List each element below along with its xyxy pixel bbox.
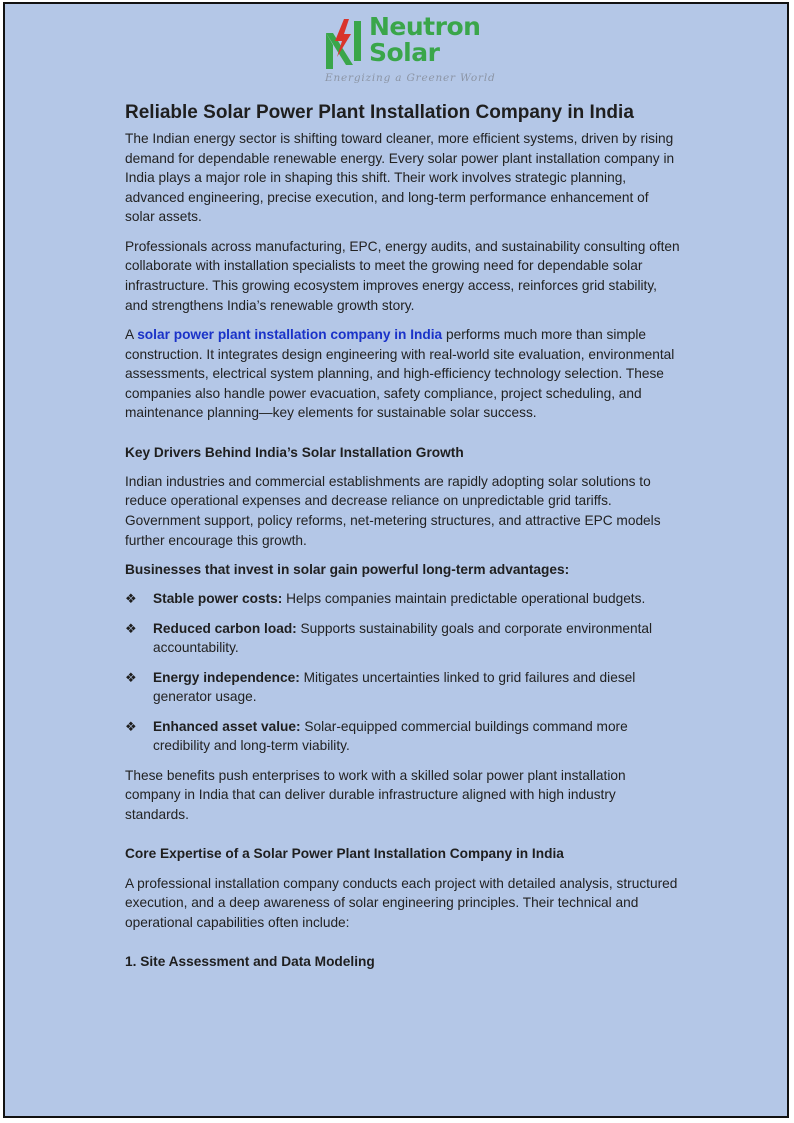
- bullet-text: Supports sustainability goals and corporate environmental accountability.: [153, 620, 653, 656]
- intro-paragraph-3: [125, 325, 681, 423]
- section-heading-core-expertise: Core Expertise of a Solar Power Plant Installation Company in India: [125, 846, 564, 862]
- diamond-bullet-icon: ❖: [125, 591, 137, 607]
- intro-paragraph-1: The Indian energy sector is shifting toward cleaner, more efficient systems, driven by rising demand for dependable renewable energy. Every solar power plant installation company in India plays a major role in shaping this shift. Their work involves strategic planning, advanced engineering, precise execution, and long-term performance enhancement of solar assets.: [125, 131, 675, 225]
- benefits-closing-paragraph: These benefits push enterprises to work with a skilled solar power plant installation company in India that can deliver durable infrastructure aligned with high industry standards.: [125, 767, 626, 822]
- core-expertise-paragraph: A professional installation company conducts each project with detailed analysis, structured execution, and a deep awareness of solar engineering principles. Their technical and operational capabilities often include:: [125, 875, 678, 930]
- logo-word-neutron: Neutron: [369, 12, 481, 41]
- bullet-label: Stable power costs:: [153, 591, 283, 607]
- advantages-list: [125, 589, 681, 756]
- bullet-label: Reduced carbon load:: [153, 620, 297, 636]
- diamond-bullet-icon: ❖: [125, 620, 137, 636]
- section-heading-site-assessment: 1. Site Assessment and Data Modeling: [125, 953, 375, 969]
- section-heading-key-drivers: Key Drivers Behind India’s Solar Installation Growth: [125, 444, 464, 460]
- logo-word-solar: Solar: [369, 38, 440, 67]
- bullet-text: Mitigates uncertainties linked to grid failures and diesel generator usage.: [153, 669, 636, 705]
- list-item: [125, 668, 681, 707]
- list-item: [125, 717, 681, 756]
- bullet-text: Solar-equipped commercial buildings command more credibility and long-term viability.: [153, 718, 628, 754]
- list-item: [125, 589, 681, 609]
- bullet-label: Enhanced asset value:: [153, 718, 301, 734]
- paragraph-continuation: performs much more than simple construction. It integrates design engineering with real-world site evaluation, environmental assessments, electrical system planning, and high-efficiency technology selection. These companies also handle power evacuation, safety compliance, project scheduling, and maintenance planning—key elements for sustainable solar success.: [125, 326, 675, 421]
- intro-paragraph-2: Professionals across manufacturing, EPC, energy audits, and sustainability consulting often collaborate with installation specialists to meet the growing need for dependable solar infrastructure. This growing ecosystem improves energy access, reinforces grid stability, and strengthens India’s renewable growth story.: [125, 238, 680, 313]
- diamond-bullet-icon: ❖: [125, 669, 137, 685]
- article-title: Reliable Solar Power Plant Installation Company in India: [125, 102, 634, 123]
- bullet-text: Helps companies maintain predictable operational budgets.: [282, 591, 646, 607]
- paragraph-prefix: A: [125, 326, 138, 342]
- article-content: [125, 100, 681, 981]
- diamond-bullet-icon: ❖: [125, 718, 137, 734]
- lightning-n-logo-icon: [323, 17, 365, 73]
- neutron-solar-logo: [323, 14, 503, 88]
- bullet-label: Energy independence:: [153, 669, 300, 685]
- list-item: [125, 619, 681, 658]
- key-drivers-paragraph: Indian industries and commercial establishments are rapidly adopting solar solutions to reduce operational expenses and decrease reliance on unpredictable grid tariffs. Government support, policy reforms, net-metering structures, and attractive EPC models further encourage this growth.: [125, 473, 661, 548]
- logo-tagline: Energizing a Greener World: [325, 72, 496, 84]
- document-page: [3, 2, 789, 1118]
- advantages-lead: Businesses that invest in solar gain powerful long-term advantages:: [125, 562, 570, 578]
- solar-installation-company-link[interactable]: solar power plant installation company in India: [137, 326, 443, 342]
